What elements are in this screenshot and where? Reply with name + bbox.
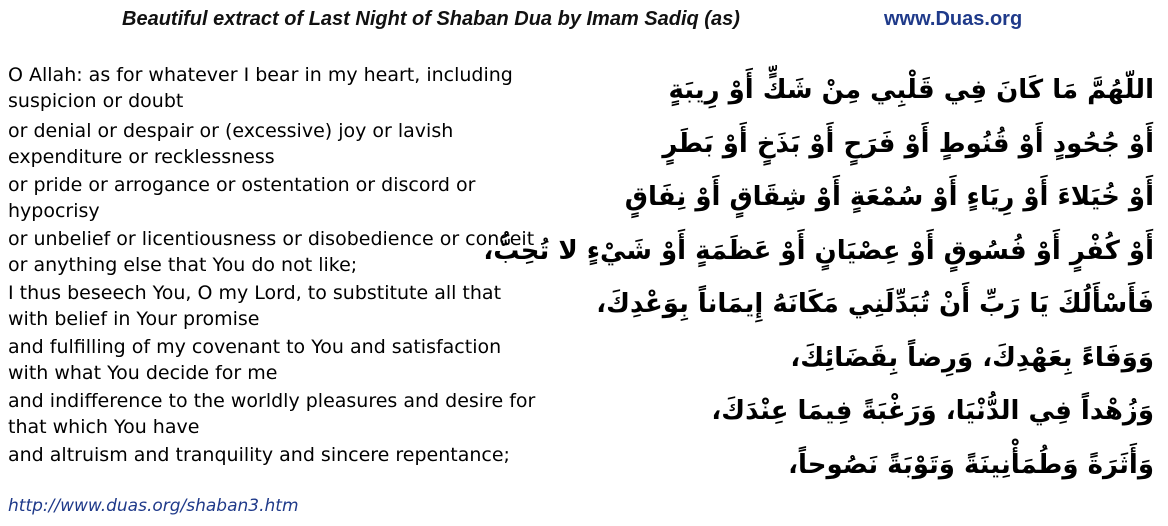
english-line: or pride or arrogance or ostentation or discord or hypocrisy: [8, 174, 476, 222]
arabic-line: وَأَثَرَةً وَطُمَأْنِينَةً وَتَوْبَةً نَصُوحاً،: [788, 449, 1154, 480]
arabic-line: فَأَسْأَلُكَ يَا رَبِّ أَنْ تُبَدِّلَنِي مَكَانَهُ إِيمَاناً بِوَعْدِكَ،: [596, 289, 1154, 319]
english-line: and fulfilling of my covenant to You and satisfaction with what You decide for me: [8, 336, 502, 384]
arabic-line: اللّهُمَّ مَا كَانَ فِي قَلْبِي مِنْ شَكٍّ أَوْ رِيبَةٍ: [668, 75, 1154, 105]
page-header: [0, 6, 1168, 38]
source-link[interactable]: http://www.duas.org/shaban3.htm: [8, 496, 299, 516]
english-line: I thus beseech You, O my Lord, to substitute all that with belief in Your promise: [8, 282, 502, 330]
english-translation: [8, 62, 538, 470]
arabic-line: وَوَفَاءً بِعَهْدِكَ، وَرِضاً بِقَضَائِكَ،: [790, 342, 1154, 373]
arabic-line: وَزُهْداً فِي الدُّنْيَا، وَرَغْبَةً فِيمَا عِنْدَكَ،: [711, 396, 1154, 426]
english-line: O Allah: as for whatever I bear in my heart, including suspicion or doubt: [8, 64, 513, 112]
arabic-line: أَوْ جُحُودٍ أَوْ قُنُوطٍ أَوْ فَرَحٍ أَوْ بَذَخٍ أَوْ بَطَرٍ: [662, 128, 1154, 159]
english-line: and altruism and tranquility and sincere repentance;: [8, 444, 510, 466]
english-line: or unbelief or licentiousness or disobedience or conceit or anything else that You do not like;: [8, 228, 535, 276]
page-title: Beautiful extract of Last Night of Shaban Dua by Imam Sadiq (as): [122, 8, 740, 30]
arabic-line: أَوْ كُفْرٍ أَوْ فُسُوقٍ أَوْ عِصْيَانٍ أَوْ عَظَمَةٍ أَوْ شَيْءٍ لا تُحِبُّ،: [483, 235, 1154, 266]
site-name[interactable]: www.Duas.org: [884, 8, 1023, 30]
english-line: and indifference to the worldly pleasures and desire for that which You have: [8, 390, 536, 438]
arabic-line: أَوْ خُيَلاءَ أَوْ رِيَاءٍ أَوْ سُمْعَةٍ أَوْ شِقَاقٍ أَوْ نِفَاقٍ: [624, 182, 1154, 212]
arabic-text: [483, 64, 1154, 492]
english-line: or denial or despair or (excessive) joy or lavish expenditure or recklessness: [8, 120, 454, 168]
